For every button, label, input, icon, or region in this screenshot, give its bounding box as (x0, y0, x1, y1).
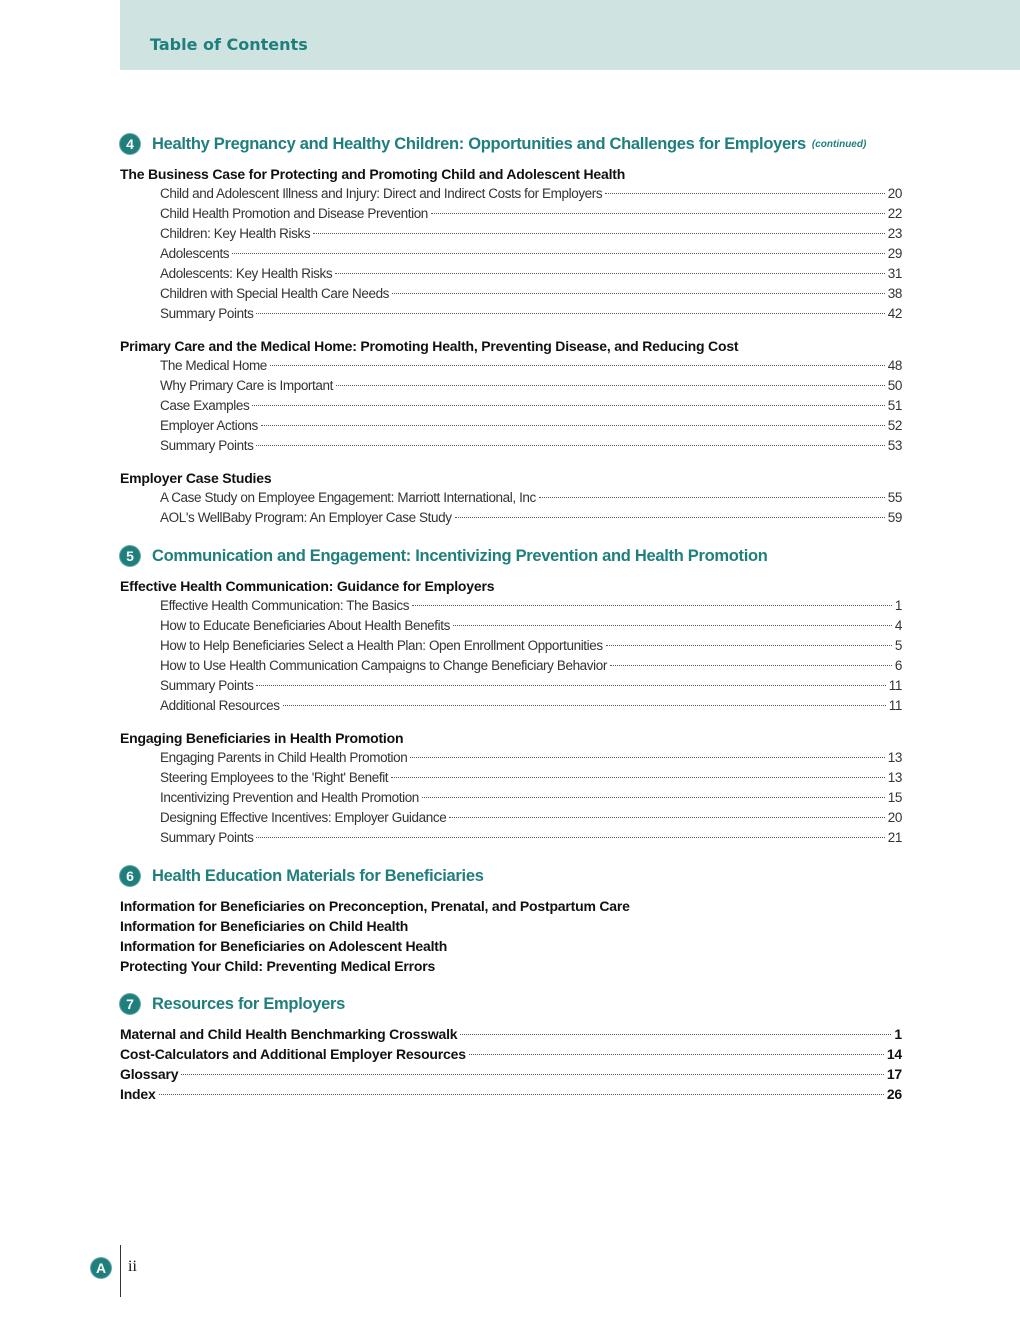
toc-entry-page: 1 (894, 1026, 902, 1042)
toc-entry-label: Engaging Parents in Child Health Promotion (160, 750, 408, 765)
toc-entry-page: 22 (887, 206, 902, 221)
toc-entry[interactable] (120, 396, 902, 416)
dot-leader (392, 293, 885, 294)
section-heading[interactable]: Information for Beneficiaries on Child Health (120, 918, 409, 934)
toc-entry[interactable] (120, 656, 902, 676)
toc-entry[interactable] (120, 636, 902, 656)
section-heading[interactable]: Information for Beneficiaries on Adolescent Health (120, 938, 448, 954)
chapter-heading[interactable] (120, 862, 902, 890)
section-heading[interactable]: The Business Case for Protecting and Promoting Child and Adolescent Health (120, 166, 626, 182)
section-group (120, 576, 902, 716)
toc-entry-page: 29 (887, 246, 902, 261)
section-heading[interactable]: Information for Beneficiaries on Preconception, Prenatal, and Postpartum Care (120, 898, 630, 914)
toc-entry[interactable] (120, 508, 902, 528)
dot-leader (431, 213, 885, 214)
section-group (120, 1024, 902, 1104)
section-group (120, 164, 902, 324)
toc-entry[interactable] (120, 244, 902, 264)
toc-entry[interactable] (120, 1044, 902, 1064)
dot-leader (252, 405, 884, 406)
toc-entry-page: 4 (894, 618, 902, 633)
chapter-number-badge: 5 (120, 546, 140, 566)
toc-entry[interactable] (120, 184, 902, 204)
dot-leader (232, 253, 885, 254)
dot-leader (422, 797, 885, 798)
dot-leader (256, 837, 884, 838)
toc-entry-page: 42 (887, 306, 902, 321)
dot-leader (335, 273, 885, 274)
toc-entry-page: 53 (887, 438, 902, 453)
dot-leader (455, 517, 885, 518)
toc-entry-page: 14 (886, 1046, 902, 1062)
toc-entry[interactable] (120, 204, 902, 224)
dot-leader (605, 193, 885, 194)
toc-entry[interactable] (120, 376, 902, 396)
toc-entry-page: 11 (888, 698, 902, 713)
toc-entry-page: 59 (887, 510, 902, 525)
section-heading[interactable]: Employer Case Studies (120, 470, 272, 486)
dot-leader (336, 385, 885, 386)
toc-entry-label: Additional Resources (160, 698, 280, 713)
section-heading[interactable]: Engaging Beneficiaries in Health Promotion (120, 730, 404, 746)
dot-leader (539, 497, 885, 498)
appendix-badge: A (91, 1258, 111, 1278)
toc-entry-label: A Case Study on Employee Engagement: Marriott International, Inc (160, 490, 536, 505)
toc-entry-label: Adolescents: Key Health Risks (160, 266, 333, 281)
toc-entry-page: 20 (887, 186, 902, 201)
table-of-contents (120, 130, 902, 1104)
continued-note: (continued) (811, 138, 867, 150)
dot-leader (469, 1054, 884, 1055)
dot-leader (270, 365, 885, 366)
toc-entry-page: 23 (887, 226, 902, 241)
toc-entry[interactable] (120, 304, 902, 324)
toc-entry-label: Summary Points (160, 678, 254, 693)
toc-entry-page: 11 (888, 678, 902, 693)
toc-entry-label: Child Health Promotion and Disease Prevention (160, 206, 428, 221)
toc-entry-page: 5 (894, 638, 902, 653)
toc-entry-label: AOL's WellBaby Program: An Employer Case Study (160, 510, 452, 525)
toc-entry-page: 48 (887, 358, 902, 373)
chapter-spacer (120, 976, 902, 990)
toc-entry-page: 38 (887, 286, 902, 301)
section-group (120, 896, 902, 976)
toc-entry[interactable] (120, 416, 902, 436)
toc-entry[interactable] (120, 808, 902, 828)
dot-leader (159, 1094, 884, 1095)
toc-entry-page: 21 (887, 830, 902, 845)
toc-entry-label: Child and Adolescent Illness and Injury: Direct and Indirect Costs for Employers (160, 186, 603, 201)
chapter-heading[interactable] (120, 990, 902, 1018)
dot-leader (610, 665, 892, 666)
toc-entry-label: Summary Points (160, 438, 254, 453)
toc-entry-page: 13 (887, 750, 902, 765)
toc-entry-page: 52 (887, 418, 902, 433)
chapter-number-badge: 4 (120, 134, 140, 154)
toc-entry[interactable] (120, 284, 902, 304)
toc-entry[interactable] (120, 224, 902, 244)
chapter-title: Resources for Employers (152, 994, 346, 1013)
dot-leader (181, 1074, 883, 1075)
chapter-title: Communication and Engagement: Incentivizing Prevention and Health Promotion (152, 546, 768, 565)
page-title: Table of Contents (150, 35, 308, 54)
toc-entry-label: Why Primary Care is Important (160, 378, 333, 393)
toc-entry-label: Children with Special Health Care Needs (160, 286, 390, 301)
toc-entry-page: 31 (887, 266, 902, 281)
toc-entry-page: 26 (886, 1086, 902, 1102)
toc-entry-label: How to Help Beneficiaries Select a Health Plan: Open Enrollment Opportunities (160, 638, 603, 653)
toc-entry-label: Effective Health Communication: The Basics (160, 598, 410, 613)
toc-entry-label: Case Examples (160, 398, 250, 413)
dot-leader (283, 705, 886, 706)
toc-entry-label: The Medical Home (160, 358, 267, 373)
toc-entry-label: Adolescents (160, 246, 230, 261)
toc-entry-label: Children: Key Health Risks (160, 226, 311, 241)
toc-entry[interactable] (120, 1064, 902, 1084)
toc-entry-page: 15 (887, 790, 902, 805)
toc-entry-label: Maternal and Child Health Benchmarking Crosswalk (120, 1026, 458, 1042)
toc-entry[interactable] (120, 616, 902, 636)
toc-entry[interactable] (120, 696, 902, 716)
dot-leader (256, 313, 884, 314)
toc-entry-label: Steering Employees to the 'Right' Benefit (160, 770, 389, 785)
chapter-heading[interactable] (120, 542, 902, 570)
toc-entry-page: 6 (894, 658, 902, 673)
dot-leader (313, 233, 885, 234)
toc-entry[interactable] (120, 488, 902, 508)
toc-entry[interactable] (120, 436, 902, 456)
dot-leader (460, 1034, 891, 1035)
dot-leader (449, 817, 884, 818)
toc-entry[interactable] (120, 596, 902, 616)
section-group (120, 728, 902, 848)
section-group (120, 336, 902, 456)
toc-entry-page: 50 (887, 378, 902, 393)
chapter-number-badge: 7 (120, 994, 140, 1014)
toc-entry-page: 13 (887, 770, 902, 785)
toc-entry-label: Index (120, 1086, 156, 1102)
toc-entry-page: 17 (886, 1066, 902, 1082)
dot-leader (453, 625, 892, 626)
toc-entry-page: 55 (887, 490, 902, 505)
chapter-spacer (120, 848, 902, 862)
toc-entry[interactable] (120, 356, 902, 376)
dot-leader (606, 645, 892, 646)
toc-entry[interactable] (120, 748, 902, 768)
toc-entry-label: Employer Actions (160, 418, 258, 433)
footer-divider (120, 1245, 121, 1297)
toc-entry-page: 20 (887, 810, 902, 825)
dot-leader (412, 605, 892, 606)
chapter-heading[interactable] (120, 130, 902, 158)
toc-entry-label: How to Educate Beneficiaries About Health Benefits (160, 618, 450, 633)
dot-leader (391, 777, 885, 778)
dot-leader (256, 445, 884, 446)
toc-entry[interactable] (120, 264, 902, 284)
toc-entry-page: 1 (894, 598, 902, 613)
toc-entry[interactable] (120, 788, 902, 808)
chapter-spacer (120, 528, 902, 542)
toc-entry[interactable] (120, 768, 902, 788)
section-heading[interactable]: Protecting Your Child: Preventing Medical Errors (120, 958, 436, 974)
toc-entry-label: Cost-Calculators and Additional Employer Resources (120, 1046, 466, 1062)
toc-entry-label: Summary Points (160, 830, 254, 845)
chapter-title: Health Education Materials for Beneficiaries (152, 866, 484, 885)
chapter-title: Healthy Pregnancy and Healthy Children: Opportunities and Challenges for Employers (152, 134, 806, 153)
toc-entry-label: Summary Points (160, 306, 254, 321)
chapter-number-badge: 6 (120, 866, 140, 886)
toc-entry[interactable] (120, 1084, 902, 1104)
toc-entry-label: Incentivizing Prevention and Health Promotion (160, 790, 419, 805)
section-group (120, 468, 902, 528)
section-heading[interactable]: Effective Health Communication: Guidance for Employers (120, 578, 495, 594)
toc-entry-label: Glossary (120, 1066, 179, 1082)
page-number: ii (128, 1258, 137, 1275)
dot-leader (261, 425, 885, 426)
toc-entry-label: How to Use Health Communication Campaigns to Change Beneficiary Behavior (160, 658, 607, 673)
header-band (120, 0, 1020, 70)
dot-leader (410, 757, 884, 758)
toc-entry[interactable] (120, 1024, 902, 1044)
toc-entry[interactable] (120, 828, 902, 848)
toc-entry-page: 51 (887, 398, 902, 413)
dot-leader (256, 685, 885, 686)
toc-entry-label: Designing Effective Incentives: Employer Guidance (160, 810, 447, 825)
section-heading[interactable]: Primary Care and the Medical Home: Promoting Health, Preventing Disease, and Reducing Cost (120, 338, 739, 354)
toc-entry[interactable] (120, 676, 902, 696)
